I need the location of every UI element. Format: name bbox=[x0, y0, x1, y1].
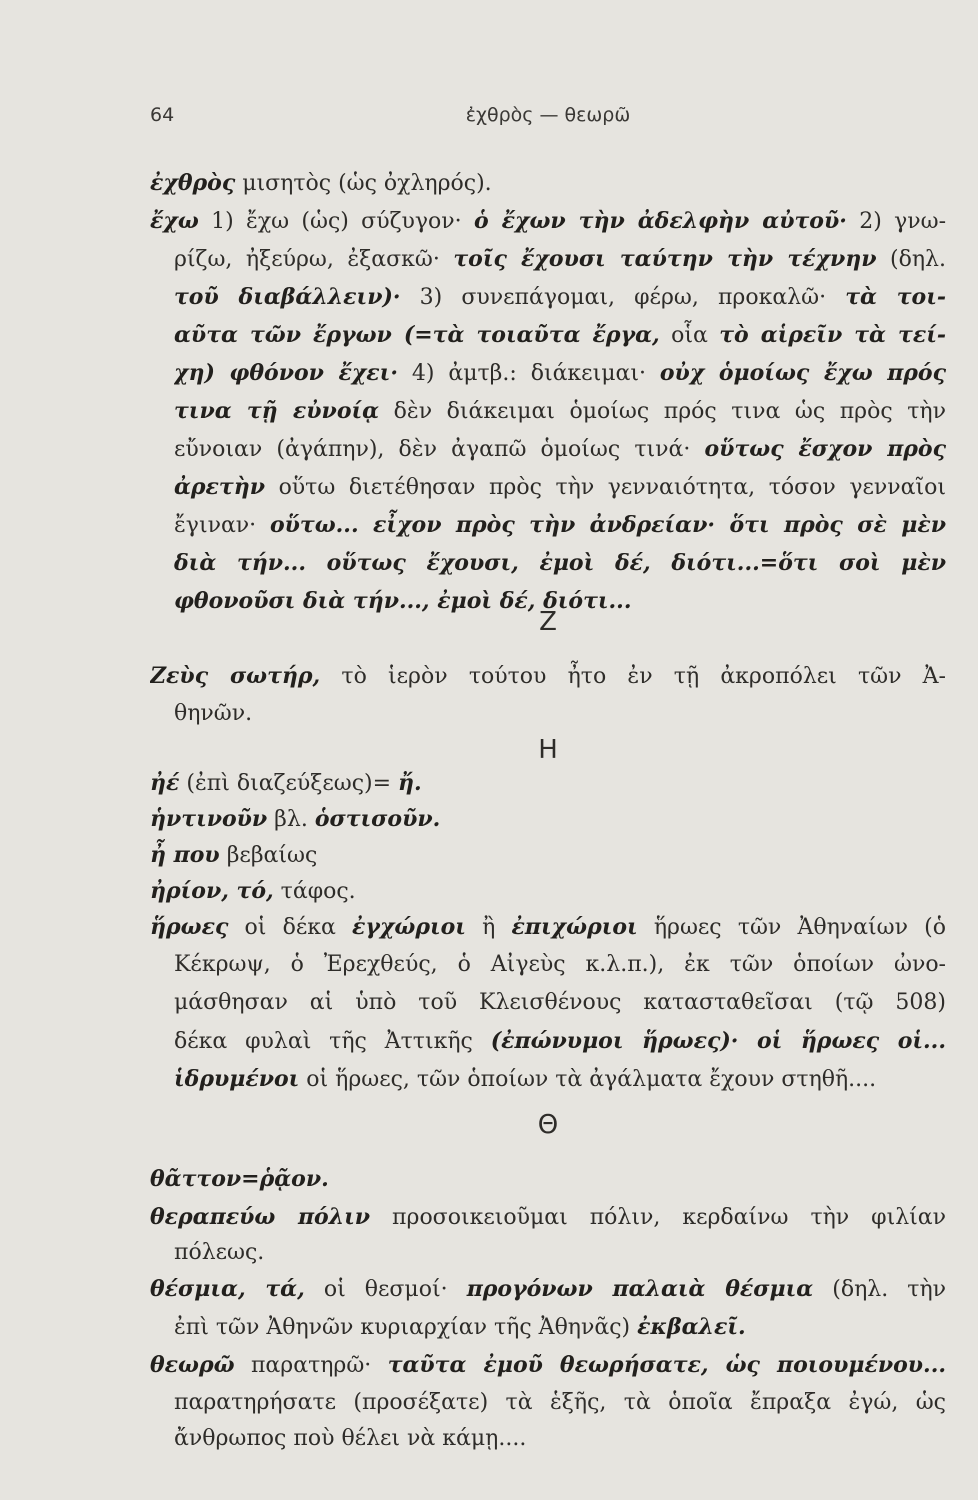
entry-line bbox=[174, 544, 946, 582]
entry-line bbox=[174, 392, 946, 430]
page-number: 64 bbox=[150, 104, 175, 126]
entry-line bbox=[174, 506, 946, 544]
headword-run: ἡντινοῦν bbox=[150, 806, 268, 832]
text-run: οἷα bbox=[659, 323, 720, 348]
text-run: προσοικειοῦμαι πόλιν, κερδαίνω τὴν φιλίαν bbox=[370, 1205, 946, 1230]
headword-run: τὰ τοι- bbox=[845, 284, 946, 310]
entry-erion bbox=[150, 872, 946, 910]
entry-line bbox=[174, 278, 946, 316]
entry-echthros bbox=[150, 164, 946, 202]
section-letter-eta: Η bbox=[538, 735, 558, 765]
text-run: εὔνοιαν (ἀγάπην), δὲν ἀγαπῶ ὁμοίως τινά· bbox=[174, 437, 705, 462]
headword-run: Ζεὺς σωτήρ, bbox=[150, 663, 321, 689]
headword-run: ἠρίον, τό, bbox=[150, 878, 274, 904]
entry-zeus bbox=[150, 657, 946, 695]
text-run: ἔγιναν· bbox=[174, 513, 270, 538]
headword-run: ταῦτα ἐμοῦ θεωρήσατε, ὡς ποιουμένου... bbox=[387, 1352, 946, 1378]
headword-run: ἥρωες bbox=[150, 914, 229, 940]
text-run: οἱ θεσμοί· bbox=[304, 1277, 467, 1302]
section-letter-zeta: Ζ bbox=[539, 607, 557, 637]
headword-run: ἐπιχώριοι bbox=[511, 914, 638, 940]
entry-line bbox=[174, 354, 946, 392]
headword-run: ἐχθρὸς bbox=[150, 170, 236, 196]
text-run: παρατηρῶ· bbox=[234, 1353, 388, 1378]
text-run: τάφος. bbox=[273, 879, 356, 904]
headword-run: αῦτα τῶν ἔργων (=τὰ τοιαῦτα ἔργα, bbox=[174, 322, 660, 348]
entry-thatton bbox=[150, 1160, 946, 1198]
headword-run: ὁ ἔχων τὴν ἀδελφὴν αὐτοῦ· bbox=[473, 208, 847, 234]
text-run: μάσθησαν αἱ ὑπὸ τοῦ Κλεισθένους κατασταθεῖσαι (τῷ 508) bbox=[174, 990, 946, 1015]
text-run: βλ. bbox=[267, 807, 315, 832]
entry-line bbox=[174, 468, 946, 506]
entry-line bbox=[174, 984, 946, 1022]
entry-line bbox=[174, 1022, 946, 1060]
text-run: ἐπὶ τῶν Ἀθηνῶν κυριαρχίαν τῆς Ἀθηνᾶς) bbox=[174, 1315, 638, 1340]
text-run: οἱ ἥρωες, τῶν ὁποίων τὰ ἀγάλματα ἔχουν στηθῆ.... bbox=[299, 1067, 877, 1092]
text-run: (δηλ. bbox=[876, 247, 946, 272]
headword-run: διὰ τήν... οὕτως ἔχουσι, ἐμοὶ δέ, διότι...=ὅτι σοὶ μὲν bbox=[174, 550, 946, 576]
text-run: δὲν διάκειμαι ὁμοίως πρός τινα ὡς πρὸς τὴν bbox=[379, 399, 946, 424]
entry-line bbox=[174, 946, 946, 984]
text-run: παρατηρήσατε (προσέξατε) τὰ ἑξῆς, τὰ ὁποῖα ἔπραξα ἐγώ, ὡς bbox=[174, 1390, 946, 1415]
entry-theoro bbox=[150, 1346, 946, 1384]
text-run: (δηλ. τὴν bbox=[813, 1277, 946, 1302]
text-run: Κέκρωψ, ὁ Ἐρεχθεύς, ὁ Αἰγεὺς κ.λ.π.), ἐκ τῶν ὁποίων ὠνο- bbox=[174, 952, 946, 977]
text-run: 2) γνω- bbox=[846, 209, 946, 234]
entry-thesmia bbox=[150, 1270, 946, 1308]
entry-line bbox=[174, 240, 946, 278]
headword-run: θεωρῶ bbox=[150, 1352, 235, 1378]
headword-run: οὕτως ἔσχον πρὸς bbox=[704, 436, 946, 462]
entry-line bbox=[174, 1060, 946, 1098]
headword-run: φθονοῦσι διὰ τήν..., ἐμοὶ δέ, διότι... bbox=[174, 588, 632, 614]
text-run: μισητὸς (ὡς ὀχληρός). bbox=[235, 171, 494, 196]
headword-run: ἱδρυμένοι bbox=[174, 1066, 300, 1092]
headword-run: ὁστισοῦν. bbox=[314, 806, 441, 832]
headword-run: θᾶττον=ῥᾷον. bbox=[150, 1166, 329, 1192]
headword-run: θεραπεύω πόλιν bbox=[150, 1204, 371, 1230]
text-run: οὕτω διετέθησαν πρὸς τὴν γενναιότητα, τόσον γενναῖοι bbox=[265, 475, 946, 500]
text-run: πόλεως. bbox=[174, 1240, 265, 1265]
headword-run: ἠέ bbox=[150, 770, 180, 796]
page-header bbox=[150, 104, 946, 134]
entry-line bbox=[174, 1384, 946, 1422]
entry-heroes bbox=[150, 908, 946, 946]
entry-line bbox=[174, 695, 946, 733]
headword-run: τινα τῇ εὐνοίᾳ bbox=[174, 398, 380, 424]
text-run: βεβαίως bbox=[219, 843, 318, 868]
headword-run: χη) φθόνον ἔχει· bbox=[174, 360, 398, 386]
headword-run: ἀρετὴν bbox=[174, 474, 265, 500]
text-run: ἥρωες τῶν Ἀθηναίων (ὁ bbox=[637, 915, 946, 940]
entry-ee bbox=[150, 764, 946, 802]
entry-line bbox=[174, 1234, 946, 1272]
text-run: τὸ ἱερὸν τούτου ἦτο ἐν τῇ ἀκροπόλει τῶν Ἀ- bbox=[320, 664, 946, 689]
text-run: οἱ δέκα bbox=[228, 915, 353, 940]
text-run: 3) συνεπάγομαι, φέρω, προκαλῶ· bbox=[400, 285, 846, 310]
headword-run: ἐκβαλεῖ. bbox=[637, 1314, 746, 1340]
headword-run: θέσμια, τά, bbox=[150, 1276, 305, 1302]
headword-run: ἦ που bbox=[150, 842, 220, 868]
text-run: ἢ bbox=[465, 915, 512, 940]
entry-echo bbox=[150, 202, 946, 240]
text-run: ρίζω, ἠξεύρω, ἐξασκῶ· bbox=[174, 247, 454, 272]
text-run: ἄνθρωπος ποὺ θέλει νὰ κάμῃ.... bbox=[174, 1426, 527, 1451]
entry-therapeuo bbox=[150, 1198, 946, 1236]
headword-run: ἐγχώριοι bbox=[352, 914, 466, 940]
text-run: 1) ἔχω (ὡς) σύζυγον· bbox=[198, 209, 474, 234]
headword-run: οὕτω... εἶχον πρὸς τὴν ἀνδρείαν· ὅτι πρὸς σὲ μὲν bbox=[269, 512, 946, 538]
headword-run: τὸ αἱρεῖν τὰ τεί- bbox=[719, 322, 946, 348]
entry-line bbox=[174, 316, 946, 354]
entry-line bbox=[174, 430, 946, 468]
entry-line bbox=[174, 1420, 946, 1458]
headword-run: οὐχ ὁμοίως ἔχω πρός bbox=[659, 360, 946, 386]
headword-run: προγόνων παλαιὰ θέσμια bbox=[466, 1276, 814, 1302]
text-run: 4) ἀμτβ.: διάκειμαι· bbox=[397, 361, 660, 386]
entry-line bbox=[174, 1308, 946, 1346]
headword-run: ἤ. bbox=[398, 770, 422, 796]
headword-run: (ἐπώνυμοι ἥρωες)· οἱ ἥρωες οἱ... bbox=[490, 1028, 946, 1054]
entry-e-pou bbox=[150, 836, 946, 874]
headword-run: τοῖς ἔχουσι ταύτην τὴν τέχνην bbox=[453, 246, 877, 272]
section-letter-theta: Θ bbox=[537, 1110, 559, 1140]
entry-hentinoun bbox=[150, 800, 946, 838]
text-run: (ἐπὶ διαζεύξεως)= bbox=[179, 771, 399, 796]
headword-run: ἔχω bbox=[150, 208, 199, 234]
running-head: ἐχθρὸς — θεωρῶ bbox=[465, 104, 631, 126]
text-run: θηνῶν. bbox=[174, 701, 253, 726]
text-run: δέκα φυλαὶ τῆς Ἀττικῆς bbox=[174, 1029, 491, 1054]
headword-run: τοῦ διαβάλλειν)· bbox=[174, 284, 401, 310]
